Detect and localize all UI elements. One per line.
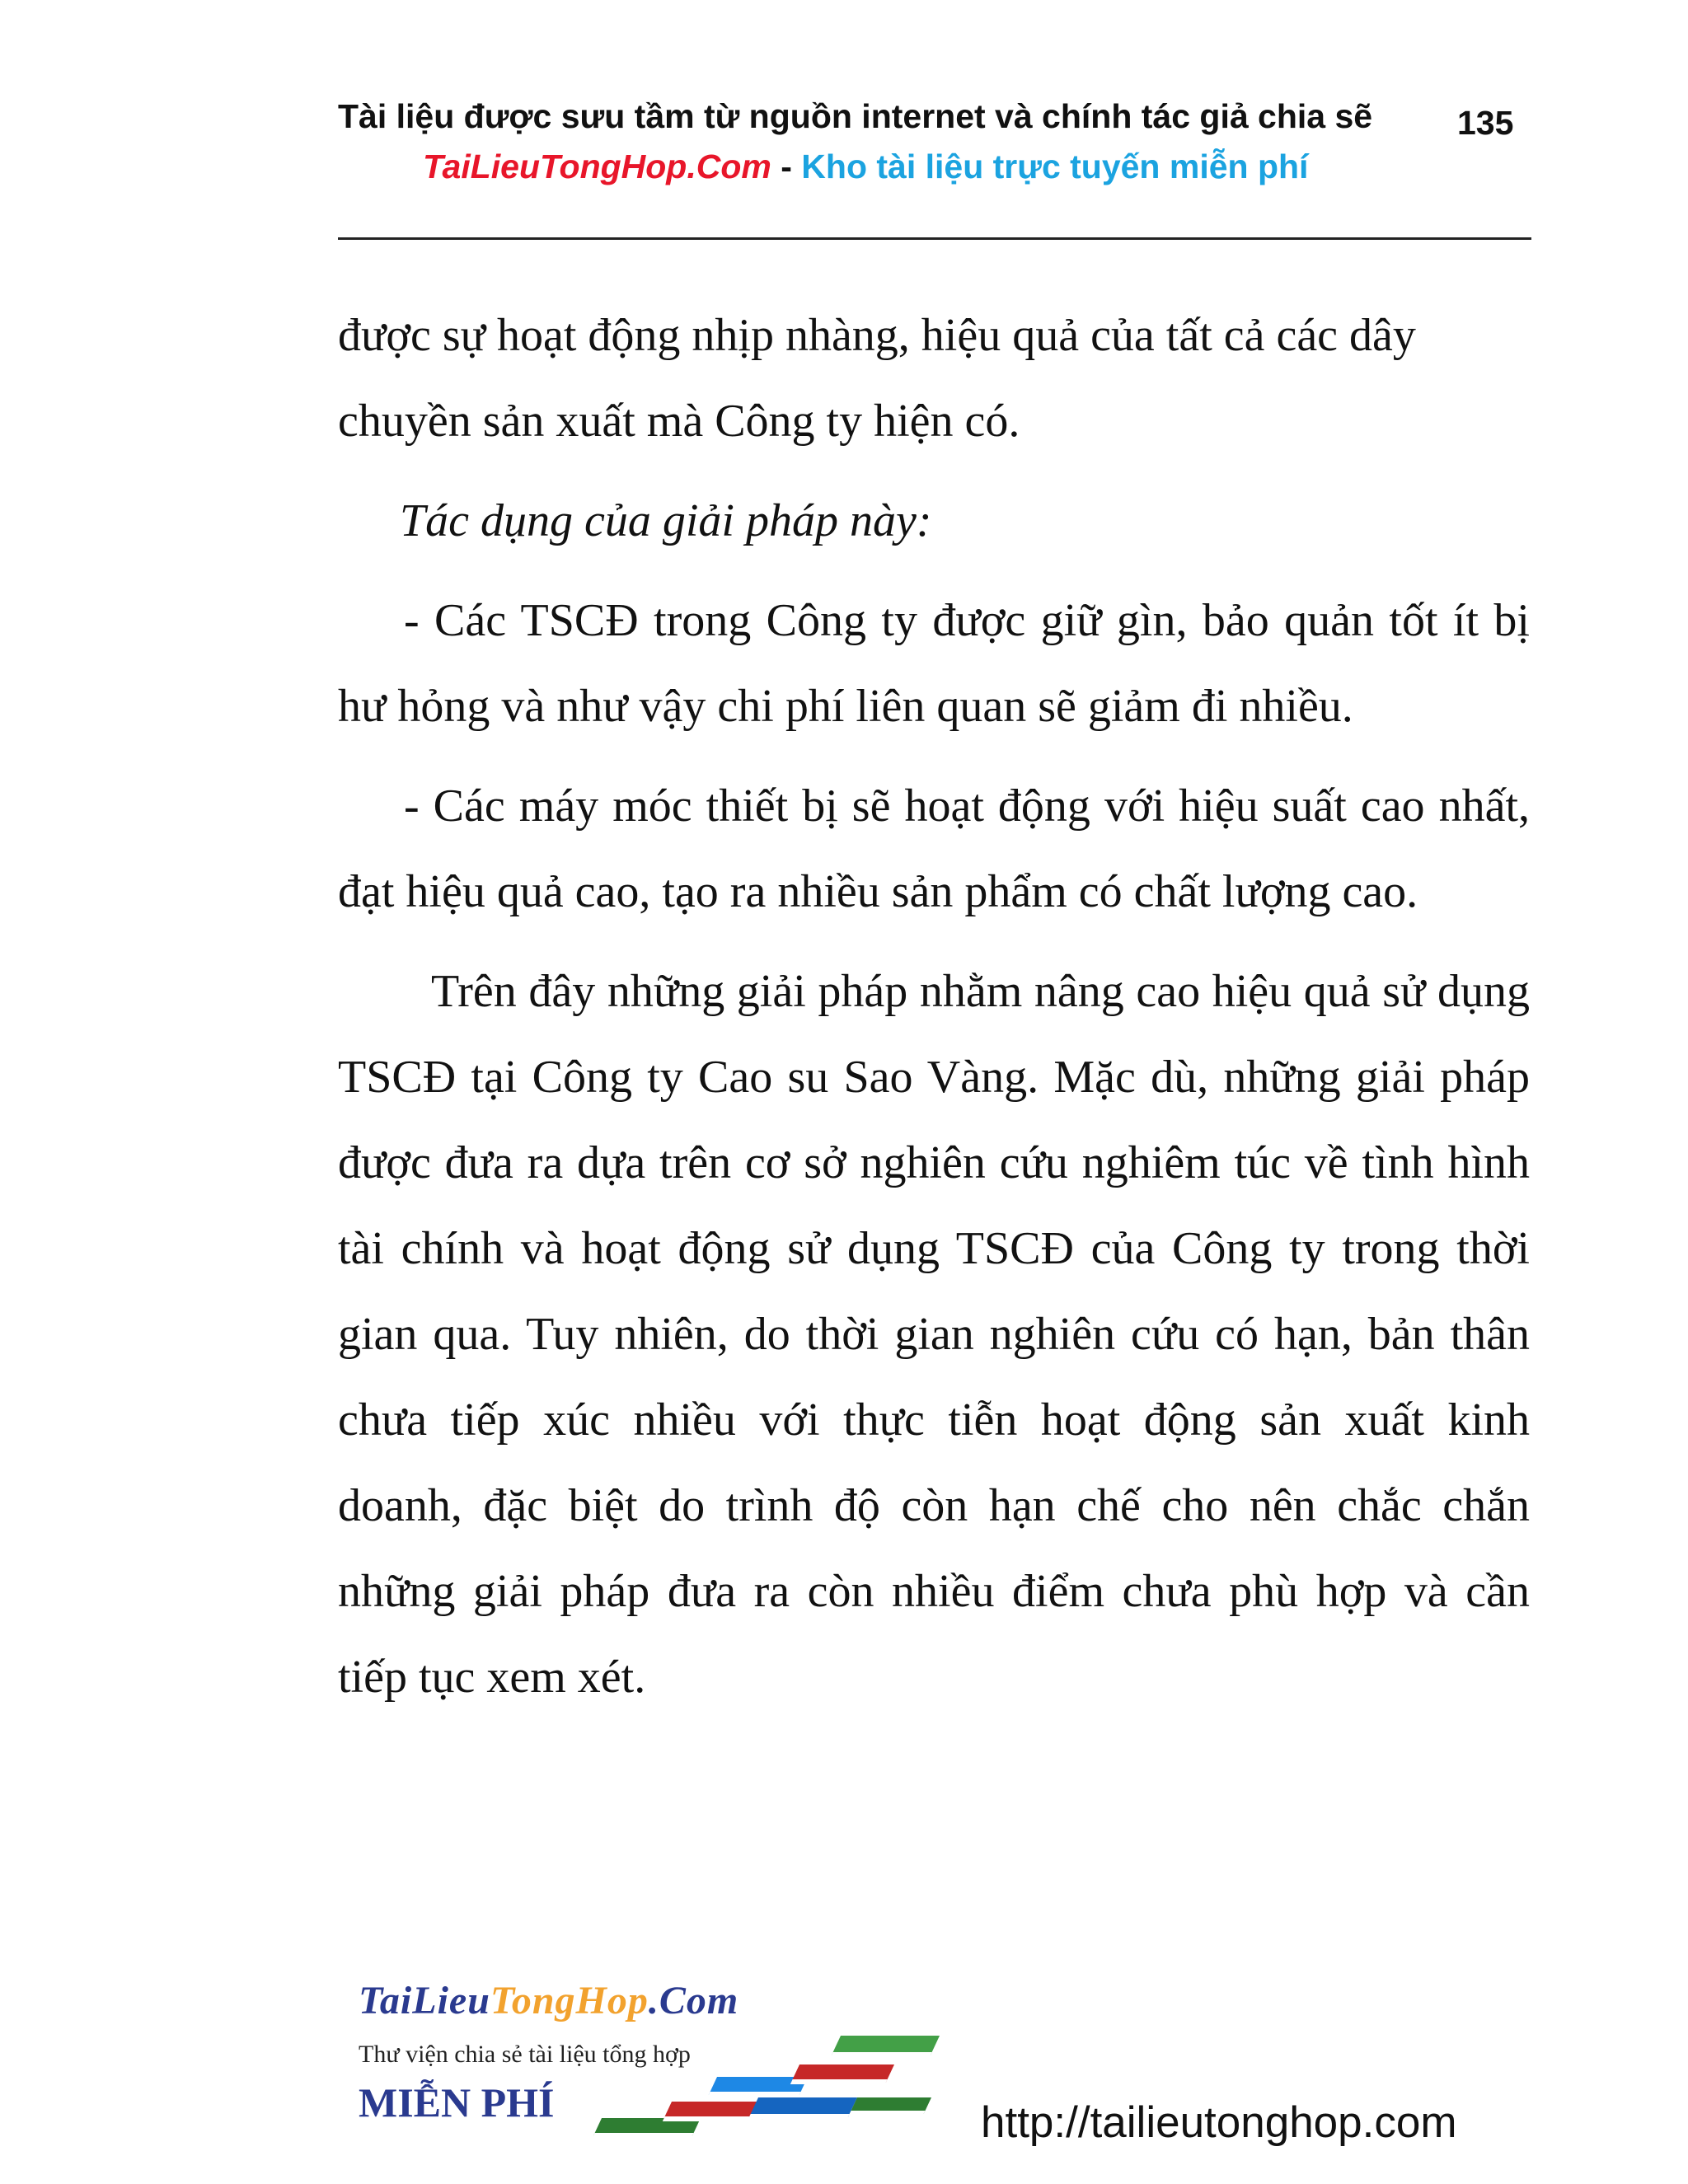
site-name-link[interactable]: TaiLieuTongHop.Com	[423, 148, 771, 185]
paragraph-continuation	[338, 293, 1530, 464]
bullet-item-1: - Các TSCĐ trong Công ty được giữ gìn, bảo quản tốt ít bị hư hỏng và như vậy chi phí liên quan sẽ giảm đi nhiều.	[338, 595, 1530, 732]
header-source-note	[338, 97, 1533, 142]
conclusion-paragraph: Trên đây những giải pháp nhằm nâng cao hiệu quả sử dụng TSCĐ tại Công ty Cao su Sao Vàng. Mặc dù, những giải pháp được đưa ra dựa trên cơ sở nghiên cứu nghiêm túc về tình hình tài chính và hoạt động sử dụng TSCĐ của Công ty trong thời gian qua. Tuy nhiên, do thời gian nghiên cứu có hạn, bản thân chưa tiếp xúc nhiều với thực tiễn hoạt động sản xuất kinh doanh, đặc biệt do trình độ còn hạn chế cho nên chắc chắn những giải pháp đưa ra còn nhiều điểm chưa phù hợp và cần tiếp tục xem xét.	[338, 966, 1530, 1703]
bullet-item-2: - Các máy móc thiết bị sẽ hoạt động với hiệu suất cao nhất, đạt hiệu quả cao, tạo ra nhiều sản phẩm có chất lượng cao.	[338, 780, 1530, 917]
logo-subtitle: Thư viện chia sẻ tài liệu tổng hợp	[359, 2041, 691, 2068]
page-header	[338, 97, 1533, 186]
logo-title-part-1: TaiLieu	[359, 1979, 490, 2022]
books-icon	[593, 2019, 973, 2159]
logo-free-label: MIỄN PHÍ	[359, 2079, 555, 2125]
site-tagline: Kho tài liệu trực tuyến miễn phí	[801, 148, 1309, 185]
site-logo[interactable]	[346, 1970, 973, 2168]
page-number: 135	[1457, 104, 1514, 142]
header-site-line	[338, 148, 1533, 186]
header-divider	[338, 237, 1531, 240]
logo-title	[359, 1978, 738, 2023]
continuation-line-2: chuyền sản xuất mà Công ty hiện có.	[338, 396, 1020, 447]
header-separator: -	[771, 148, 802, 185]
logo-title-part-3: .Com	[648, 1979, 739, 2022]
document-body	[338, 293, 1530, 1720]
section-heading: Tác dụng của giải pháp này:	[400, 495, 932, 546]
header-source-text: Tài liệu được sưu tầm từ nguồn internet và chính tác giả chia sẽ	[338, 97, 1373, 135]
continuation-line-1: được sự hoạt động nhịp nhàng, hiệu quả của tất cả các dây	[338, 310, 1416, 361]
footer-url-link[interactable]: http://tailieutonghop.com	[981, 2098, 1457, 2147]
logo-title-part-2: TongHop	[490, 1979, 649, 2022]
